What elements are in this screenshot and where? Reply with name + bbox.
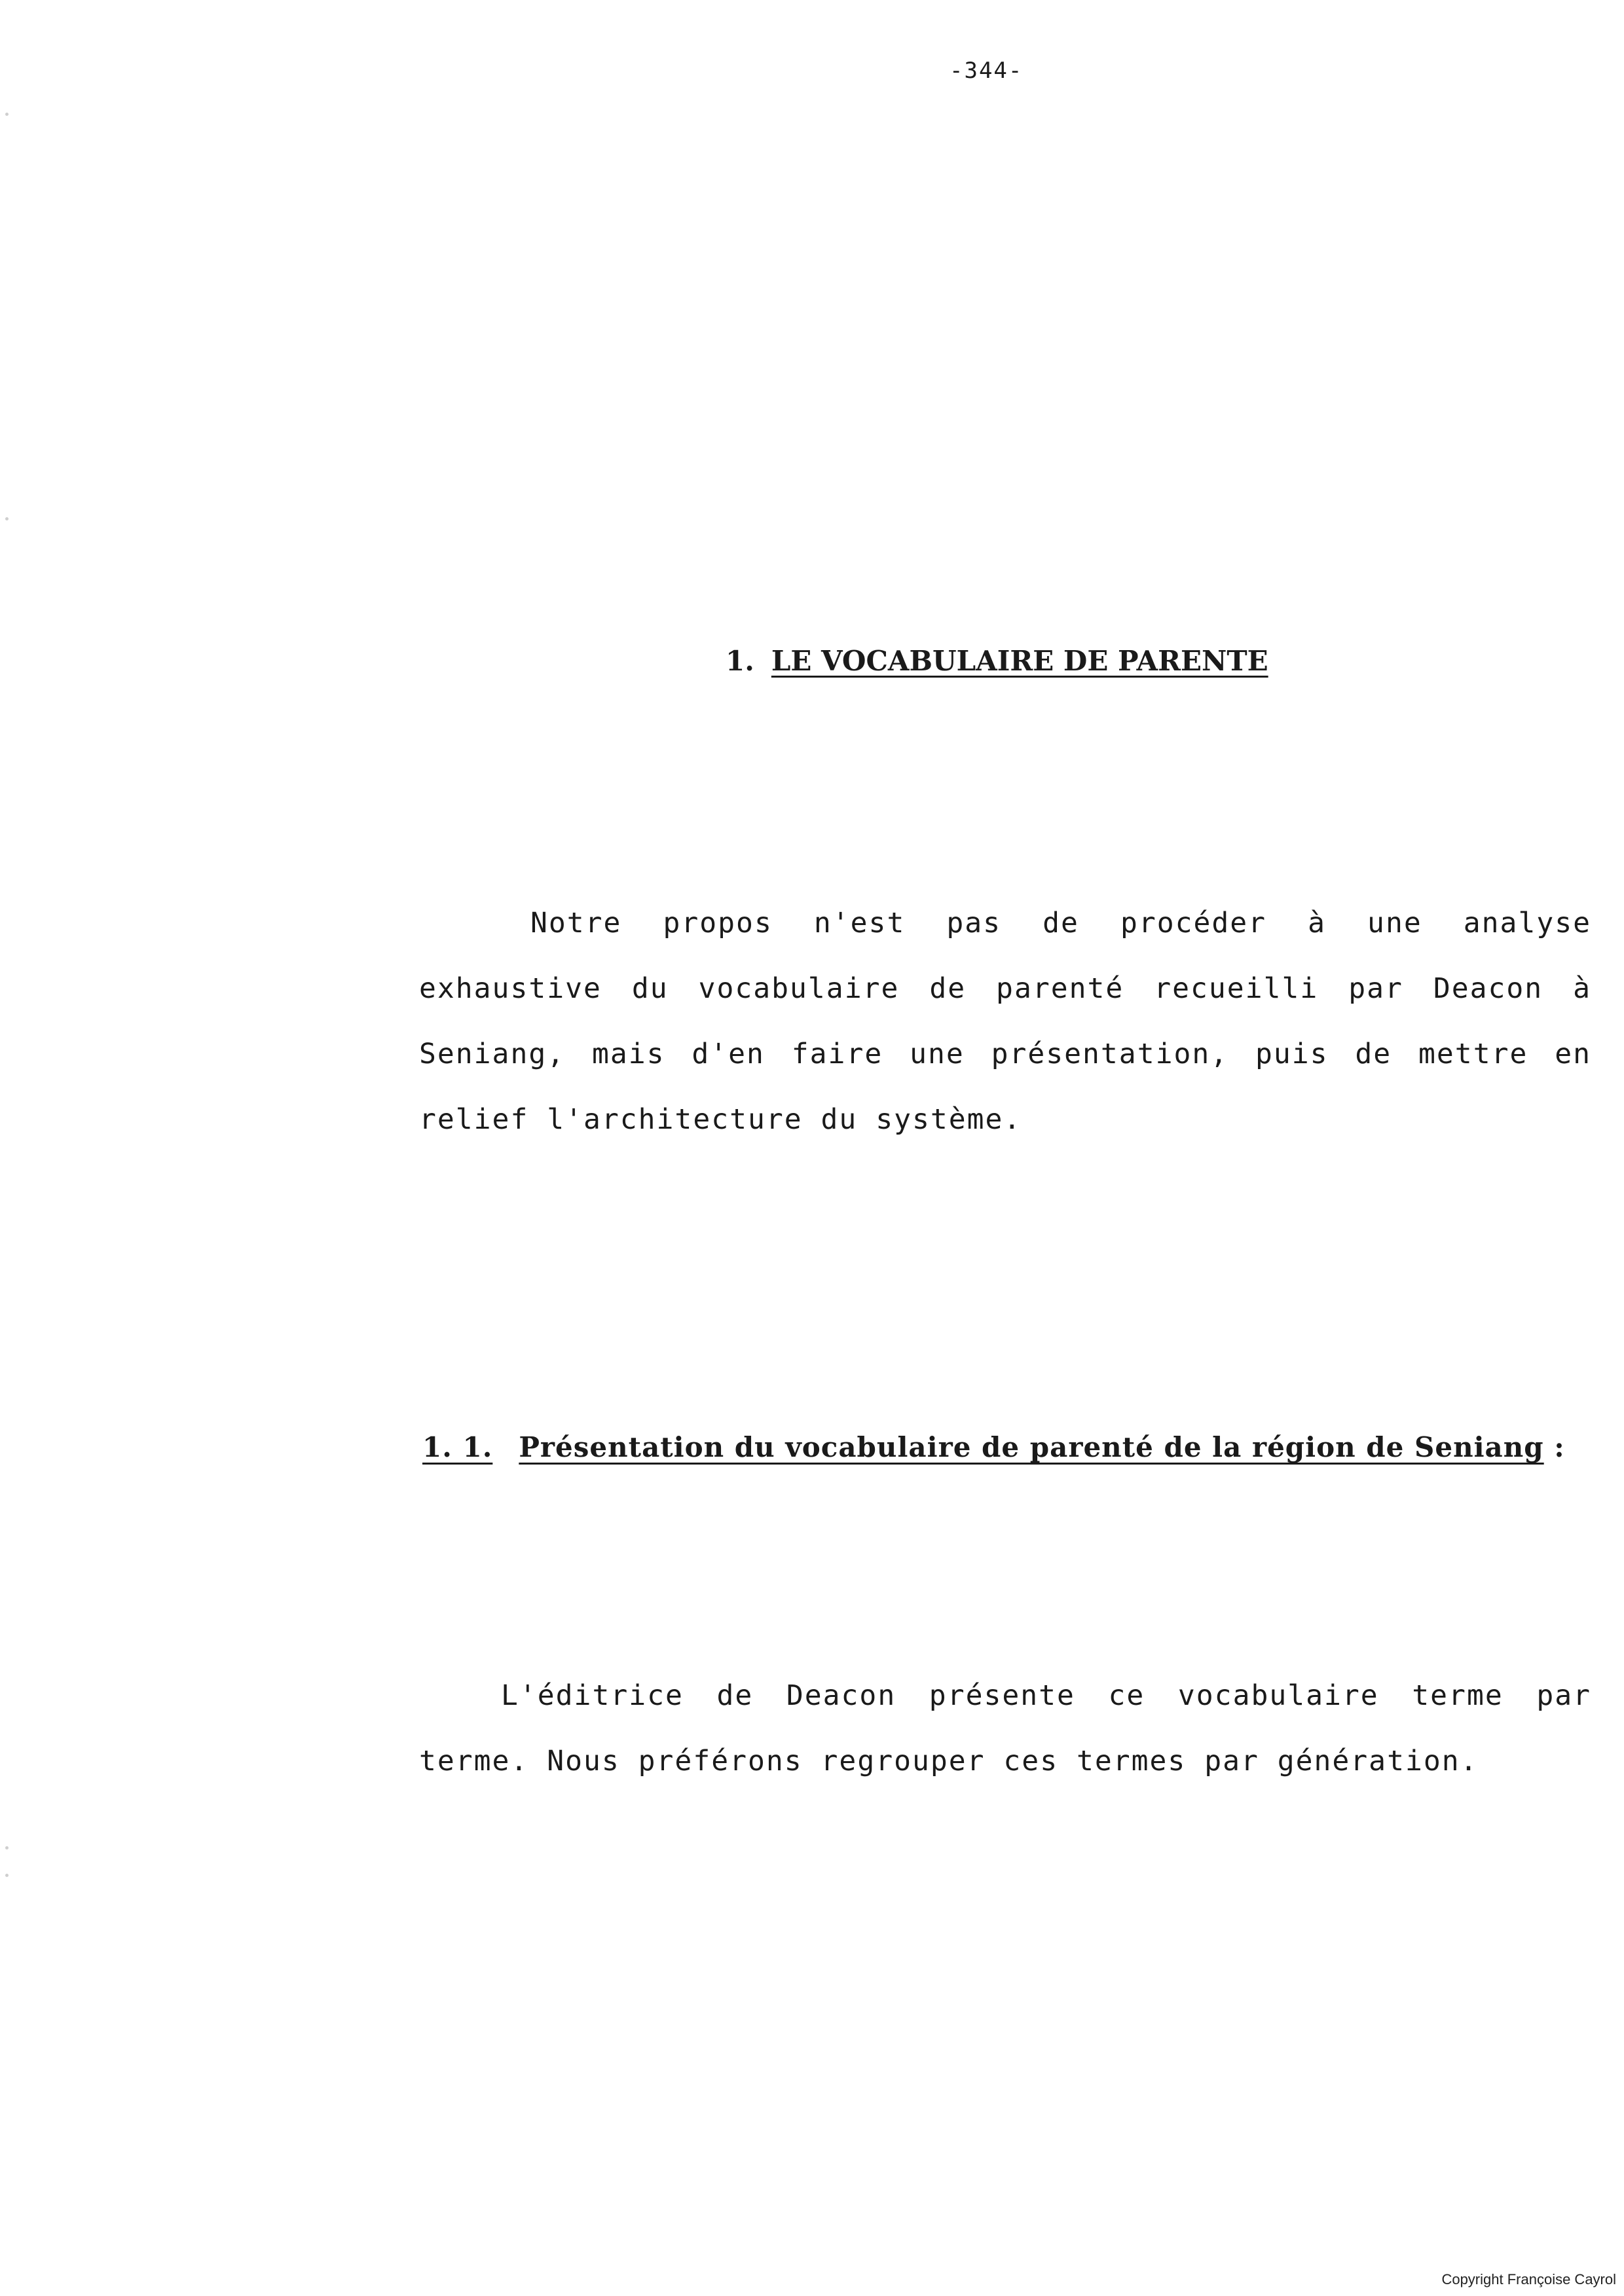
scan-speck: [5, 1846, 9, 1850]
section-title: Présentation du vocabulaire de parenté de la région de Seniang: [519, 1431, 1544, 1463]
page-number: -344-: [950, 58, 1024, 84]
intro-paragraph-text: Notre propos n'est pas de procéder à une analyse exhaustive du vocabulaire de parenté recueilli par Deacon à Seniang, mais d'en faire une présentation, puis de mettre en relief l'architecture du système.: [419, 907, 1591, 1136]
body-paragraph: [419, 1663, 1591, 1794]
scan-speck: [5, 1874, 9, 1877]
intro-paragraph: [419, 890, 1591, 1152]
chapter-title: [726, 645, 1268, 677]
section-number: 1. 1.: [422, 1431, 493, 1463]
body-paragraph-text: L'éditrice de Deacon présente ce vocabulaire terme par terme. Nous préférons regrouper ces termes par génération.: [419, 1679, 1591, 1777]
section-title-suffix: :: [1543, 1431, 1565, 1463]
copyright-notice: Copyright Françoise Cayrol: [1441, 2271, 1616, 2287]
chapter-number: 1.: [726, 645, 754, 677]
chapter-title-text: LE VOCABULAIRE DE PARENTE: [771, 645, 1268, 677]
section-heading: [422, 1414, 1595, 1481]
scan-speck: [5, 517, 9, 520]
scan-speck: [5, 113, 9, 116]
